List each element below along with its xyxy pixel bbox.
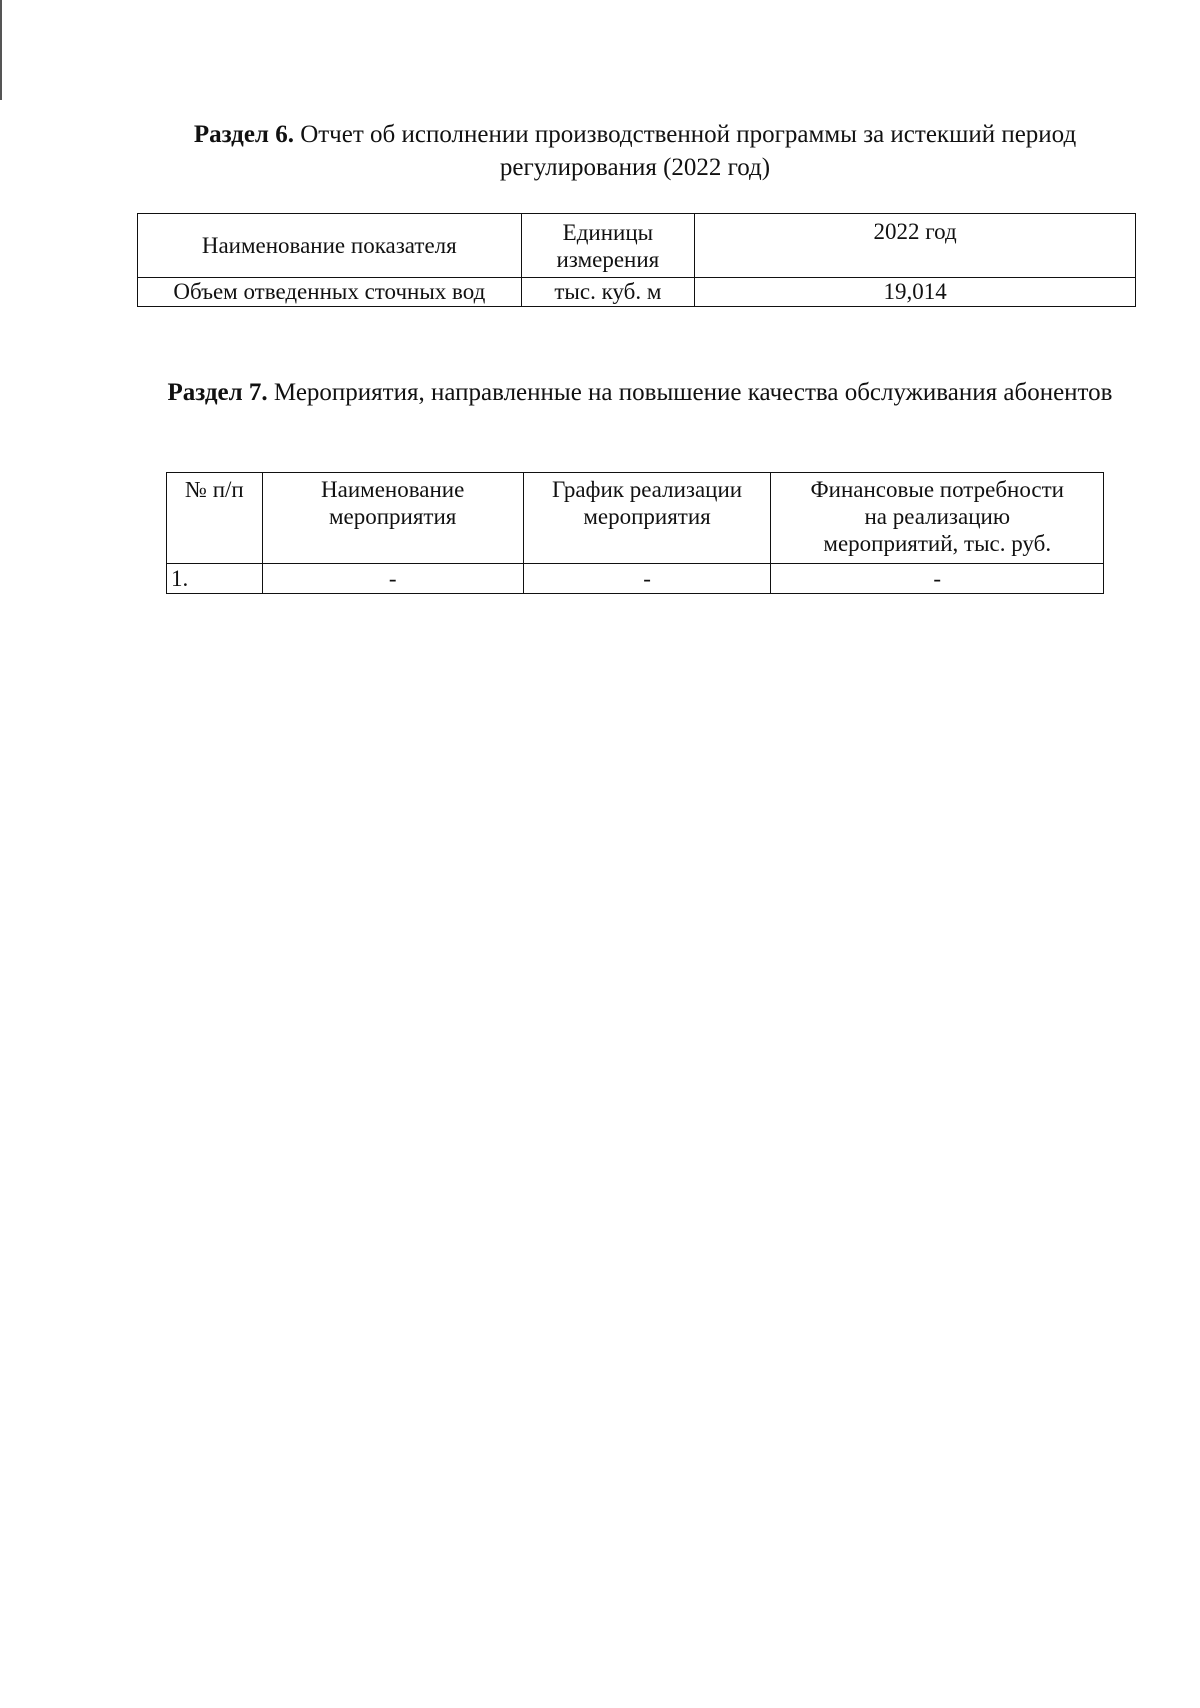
- header-finance-line2: на реализацию: [864, 504, 1011, 529]
- section6-table: [137, 213, 1136, 307]
- table-row: [138, 278, 1136, 307]
- header-finance: [771, 473, 1104, 564]
- cell-number: 1.: [167, 564, 263, 594]
- section6-title: Отчет об исполнении производственной программы за истекший период регулирования (2022 год): [300, 121, 1077, 181]
- cell-measure-name: -: [262, 564, 523, 594]
- header-number: № п/п: [167, 473, 263, 564]
- header-unit-line2: измерения: [556, 246, 660, 272]
- header-unit-line1: Единицы: [562, 219, 654, 245]
- table-header-row: [167, 473, 1104, 564]
- section6-heading: [130, 118, 1140, 184]
- scan-edge-mark: [0, 0, 2, 100]
- cell-value: 19,014: [695, 278, 1136, 307]
- cell-unit: тыс. куб. м: [521, 278, 695, 307]
- header-schedule-line2: мероприятия: [583, 504, 711, 529]
- section7-heading: [150, 376, 1130, 409]
- cell-finance: -: [771, 564, 1104, 594]
- section7-label: Раздел 7.: [167, 379, 268, 406]
- table-row: [167, 564, 1104, 594]
- header-schedule: [523, 473, 771, 564]
- section7-title: Мероприятия, направленные на повышение качества обслуживания абонентов: [273, 379, 1113, 406]
- section7-table: [166, 472, 1104, 594]
- cell-schedule: -: [523, 564, 771, 594]
- header-finance-line1: Финансовые потребности: [810, 477, 1064, 502]
- header-finance-line3: мероприятий, тыс. руб.: [823, 531, 1052, 556]
- table-header-row: [138, 214, 1136, 278]
- header-schedule-line1: График реализации: [552, 477, 743, 502]
- header-unit: [521, 214, 695, 278]
- header-measure-name: [262, 473, 523, 564]
- cell-indicator-name: Объем отведенных сточных вод: [138, 278, 522, 307]
- header-measure-name-line2: мероприятия: [328, 504, 457, 529]
- header-indicator-name: Наименование показателя: [138, 214, 522, 278]
- section6-label: Раздел 6.: [193, 121, 294, 148]
- header-measure-name-line1: Наименование: [321, 477, 465, 502]
- header-year: 2022 год: [695, 214, 1136, 278]
